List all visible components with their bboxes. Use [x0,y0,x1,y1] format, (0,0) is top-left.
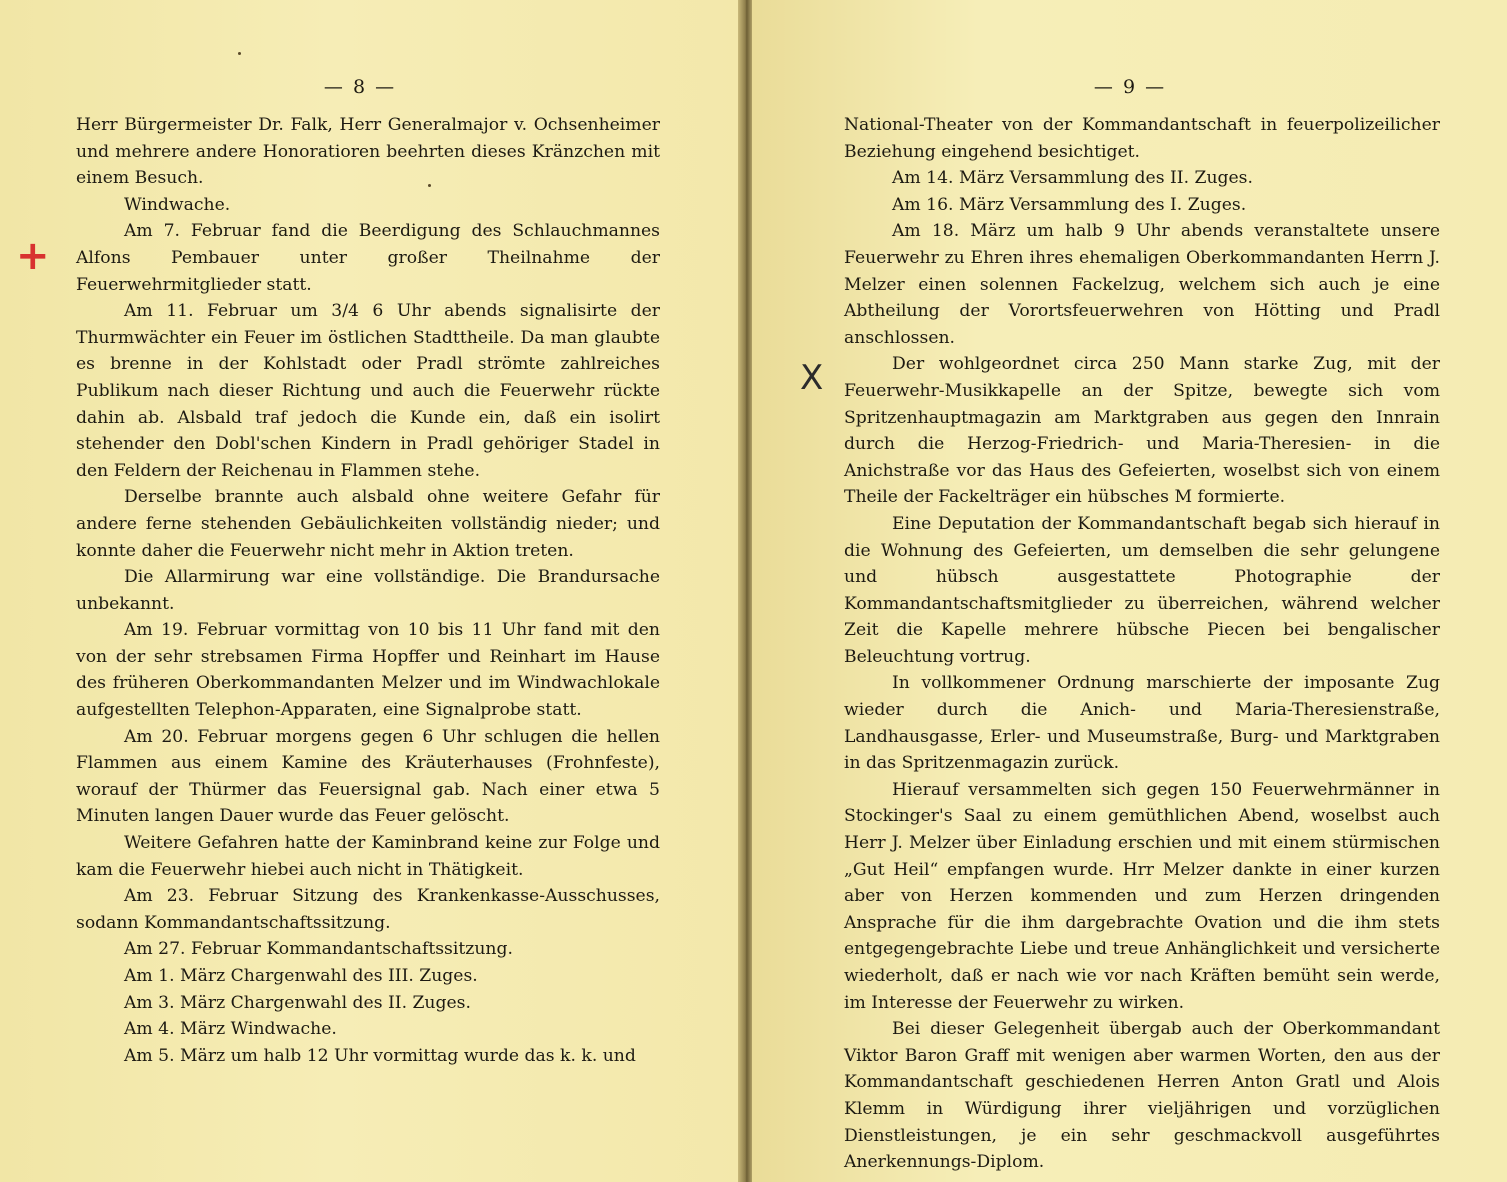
paper-speck [238,52,241,55]
paragraph: Am 14. März Versammlung des II. Zuges. [892,168,1253,189]
paragraph: Am 4. März Windwache. [124,1019,337,1040]
paragraph: Am 23. Februar Sitzung des Krankenkasse-Ausschusses, sodann Kommandantschaftssitzung. [76,886,660,933]
left-page-text [76,112,660,1069]
paragraph: Bei dieser Gelegenheit übergab auch der Oberkommandant Viktor Baron Graff mit wenigen aber warmen Worten, den aus der Kommandantschaft geschiedenen Herren Anton Gratl und Alois Klemm in Würdigung ihrer vieljährigen und vorzüglichen Dienstleistungen, je ein sehr geschmackvoll ausgeführtes Anerkennungs-Diplom. [844,1019,1440,1173]
pen-x-mark: X [800,358,824,398]
paragraph: Windwache. [124,194,231,215]
paragraph: Am 27. Februar Kommandantschaftssitzung. [124,939,513,960]
paragraph: Herr Bürgermeister Dr. Falk, Herr Generalmajor v. Ochsenheimer und mehrere andere Honoratioren beehrten dieses Kränzchen mit einem Besuch. [76,115,660,189]
paragraph: Am 1. März Chargenwahl des III. Zuges. [124,966,478,986]
paragraph: Am 3. März Chargenwahl des II. Zuges. [124,992,471,1013]
paragraph: National-Theater von der Kommandantschaft in feuerpolizeilicher Beziehung eingehend besichtiget. [844,115,1440,162]
red-pencil-mark: + [16,233,50,279]
paragraph: Am 16. März Versammlung des I. Zuges. [892,194,1247,215]
paragraph: In vollkommener Ordnung marschierte der imposante Zug wieder durch die Anich- und Maria-Theresienstraße, Landhausgasse, Erler- und Museumstraße, Burg- und Marktgraben in das Spritzenmagazin zurück. [844,673,1440,774]
paragraph: Am 20. Februar morgens gegen 6 Uhr schlugen die hellen Flammen aus einem Kamine des Kräuterhauses (Frohnfeste), worauf der Thürmer das Feuersignal gab. Nach einer etwa 5 Minuten langen Dauer wurde das Feuer gelöscht. [76,726,660,827]
paper-speck [428,184,431,187]
paragraph: Am 5. März um halb 12 Uhr vormittag wurde das k. k. und [124,1045,636,1066]
paragraph: Weitere Gefahren hatte der Kaminbrand keine zur Folge und kam die Feuerwehr hiebei auch nicht in Thätigkeit. [76,833,660,880]
right-page [752,0,1507,1182]
paragraph: Am 11. Februar um 3/4 6 Uhr abends signalisirte der Thurmwächter ein Feuer im östlichen Stadttheile. Da man glaubte es brenne in der Kohlstadt oder Pradl strömte zahlreiches Publikum nach dieser Richtung und auch die Feuerwehr rückte dahin ab. Alsbald traf jedoch die Kunde ein, daß ein isolirt stehender den Dobl'schen Kindern in Pradl gehöriger Stadel in den Feldern der Reichenau in Flammen stehe. [76,301,660,481]
paragraph: Eine Deputation der Kommandantschaft begab sich hierauf in die Wohnung des Gefeierten, um demselben die sehr gelungene und hübsch ausgestattete Photographie der Kommandantschaftsmitglieder zu überreichen, während welcher Zeit die Kapelle mehrere hübsche Piecen bei bengalischer Beleuchtung vortrug. [844,513,1440,667]
page-number-right: — 9 — [1093,76,1167,98]
paragraph: Am 18. März um halb 9 Uhr abends veranstaltete unsere Feuerwehr zu Ehren ihres ehemaligen Oberkommandanten Herrn J. Melzer einen solennen Fackelzug, welchem sich auch je eine Abtheilung der Vorortsfeuerwehren von Hötting und Pradl anschlossen. [844,221,1440,348]
left-page [0,0,740,1182]
page-number-left: — 8 — [323,76,397,98]
paragraph: Am 19. Februar vormittag von 10 bis 11 Uhr fand mit den von der sehr strebsamen Firma Hopffer und Reinhart im Hause des früheren Oberkommandanten Melzer und im Windwachlokale aufgestellten Telephon-Apparaten, eine Signalprobe statt. [76,620,660,721]
paragraph: Die Allarmirung war eine vollständige. Die Brandursache unbekannt. [76,567,660,614]
paragraph: Der wohlgeordnet circa 250 Mann starke Zug, mit der Feuerwehr-Musikkapelle an der Spitze, bewegte sich vom Spritzenhauptmagazin am Marktgraben aus gegen den Innrain durch die Herzog-Friedrich- und Maria-Theresien- in die Anichstraße vor das Haus des Gefeierten, woselbst sich von einem Theile der Fackelträger ein hübsches M formierte. [844,354,1440,508]
right-page-text [844,112,1440,1176]
paragraph: Hierauf versammelten sich gegen 150 Feuerwehrmänner in Stockinger's Saal zu einem gemüthlichen Abend, woselbst auch Herr J. Melzer über Einladung erschien und mit einem stürmischen „Gut Heil“ empfangen wurde. Hrr Melzer dankte in einer kurzen aber von Herzen kommenden und zum Herzen dringenden Ansprache für die ihm dargebrachte Ovation und die ihm stets entgegengebrachte Liebe und treue Anhänglichkeit und versicherte wiederholt, daß er nach wie vor nach Kräften bemüht sein werde, im Interesse der Feuerwehr zu wirken. [844,779,1440,1013]
paragraph: Derselbe brannte auch alsbald ohne weitere Gefahr für andere ferne stehenden Gebäulichkeiten vollständig nieder; und konnte daher die Feuerwehr nicht mehr in Aktion treten. [76,487,660,561]
paragraph: Am 7. Februar fand die Beerdigung des Schlauchmannes Alfons Pembauer unter großer Theilnahme der Feuerwehrmitglieder statt. [76,221,660,295]
